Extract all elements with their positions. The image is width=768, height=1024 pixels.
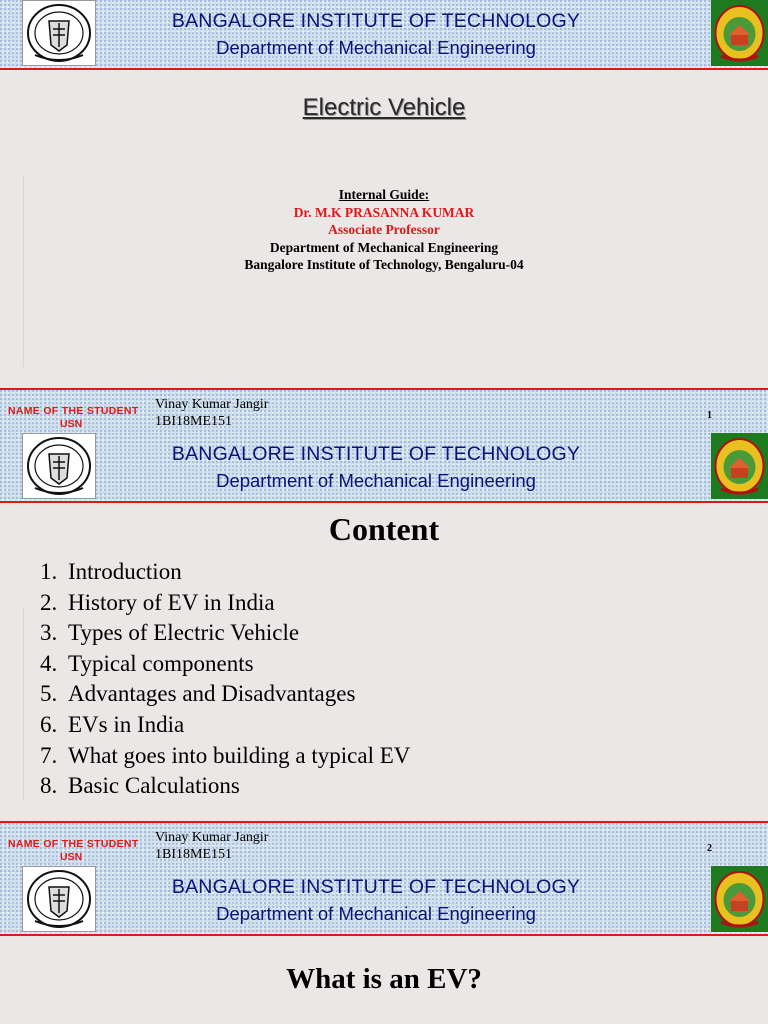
list-item-number: 1. [40,559,58,584]
list-item [40,588,410,619]
list-item-text: What goes into building a typical EV [68,742,411,768]
slide-2-footer [0,821,768,866]
student-usn: 1BI18ME151 [155,847,232,862]
department-name: Department of Mechanical Engineering [216,470,536,491]
list-item [40,771,410,802]
student-name: Vinay Kumar Jangir [155,397,269,412]
department-name: Department of Mechanical Engineering [216,903,536,924]
slide-1-footer [0,388,768,433]
student-name-label: NAME OF THE STUDENT [8,405,139,417]
page-number: 1 [707,410,712,421]
list-item [40,557,410,588]
slide-2-title: Content [328,511,440,547]
slide-3-header [0,866,768,936]
list-item-text: Types of Electric Vehicle [68,620,300,646]
usn-label: USN [60,418,83,430]
list-item [40,710,410,741]
page-number: 2 [707,843,712,854]
institute-name: BANGALORE INSTITUTE OF TECHNOLOGY [171,876,581,898]
department-name: Department of Mechanical Engineering [216,37,536,58]
institute-crest-icon [22,866,96,932]
list-item-text: EVs in India [68,711,185,737]
college-emblem-icon [711,433,768,499]
content-list [40,557,410,802]
slide-1-header [0,0,768,70]
institute-crest-icon [22,433,96,499]
list-item-number: 8. [40,773,58,799]
list-item-text: Introduction [68,559,182,584]
list-item-number: 2. [40,589,58,615]
student-name-label: NAME OF THE STUDENT [8,838,139,850]
institute-crest-icon [22,0,96,66]
list-item-number: 4. [40,650,58,676]
college-emblem-icon [711,866,768,932]
list-item [40,679,410,710]
college-emblem-icon [711,0,768,66]
guide-position: Associate Professor [328,222,440,237]
list-item-text: Typical components [68,650,254,676]
guide-institute: Bangalore Institute of Technology, Bengaluru-04 [244,257,524,272]
slide-2-divider [23,608,24,800]
slide-3-title: What is an EV? [286,963,482,995]
list-item-text: History of EV in India [68,589,275,615]
list-item [40,649,410,680]
guide-name: Dr. M.K PRASANNA KUMAR [293,204,475,220]
internal-guide-block [0,186,768,274]
list-item-text: Advantages and Disadvantages [68,681,356,707]
slide-1-title: Electric Vehicle [302,94,466,121]
usn-label: USN [60,851,83,863]
institute-name: BANGALORE INSTITUTE OF TECHNOLOGY [171,10,581,32]
student-name: Vinay Kumar Jangir [155,830,269,845]
list-item-number: 6. [40,711,58,737]
student-usn: 1BI18ME151 [155,414,232,429]
list-item [40,741,410,772]
internal-guide-label: Internal Guide: [338,187,430,202]
list-item-text: Basic Calculations [68,773,240,799]
list-item-number: 3. [40,620,58,646]
institute-name: BANGALORE INSTITUTE OF TECHNOLOGY [171,443,581,465]
list-item-number: 5. [40,681,58,707]
slide-2-header [0,433,768,503]
list-item-number: 7. [40,742,58,768]
list-item [40,618,410,649]
guide-department: Department of Mechanical Engineering [269,239,499,255]
